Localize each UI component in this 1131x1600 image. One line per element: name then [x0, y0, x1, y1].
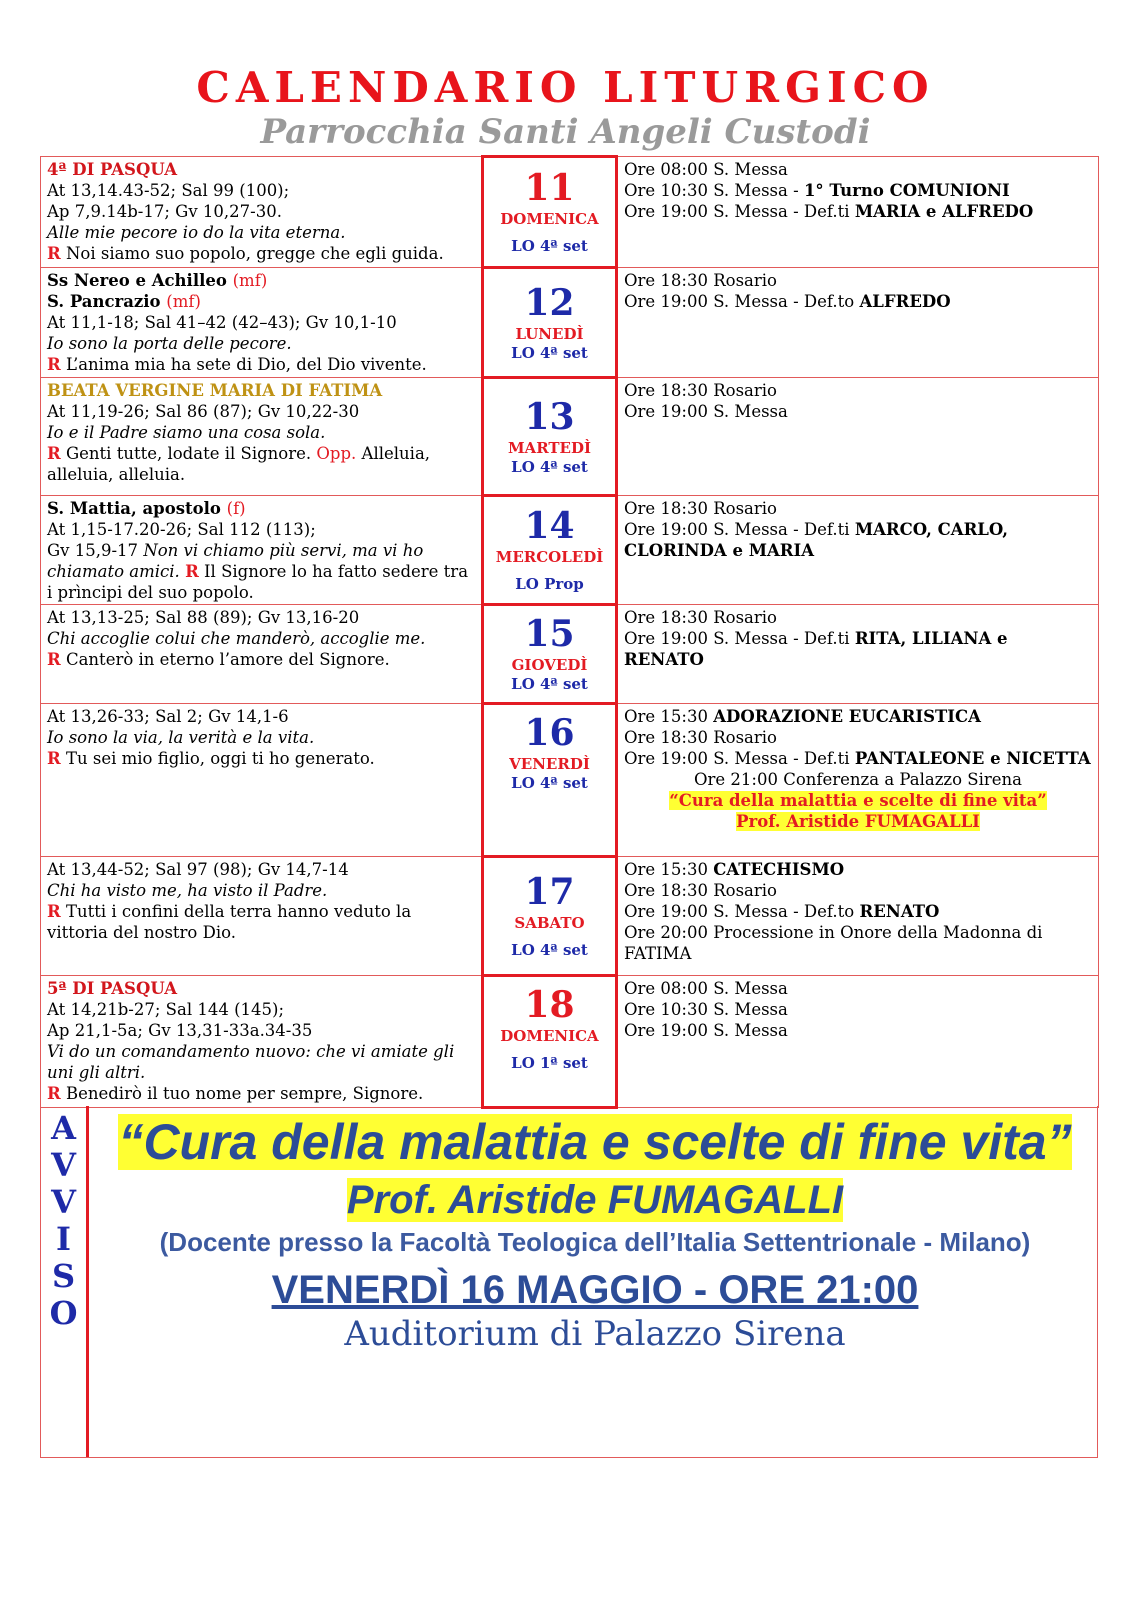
feast-title: S. Pancrazio [47, 292, 161, 311]
event-line: Ore 20:00 Processione in Onore della Madonna di FATIMA [624, 923, 1043, 963]
event-line: Ore 18:30 Rosario [624, 728, 777, 747]
event-line: Ore 18:30 Rosario [624, 271, 777, 290]
readings: Ap 21,1-5a; Gv 13,31-33a.34-35 [47, 1021, 313, 1040]
liturgy-cell [41, 496, 483, 605]
day-name: MARTEDÌ [507, 438, 592, 457]
psalm-response: Canterò in eterno l’amore del Signore. [65, 650, 390, 669]
event-line: Ore 19:00 S. Messa - Def.to [624, 902, 855, 921]
readings: At 13,26-33; Sal 2; Gv 14,1-6 [47, 707, 289, 726]
memorial-tag: (mf) [232, 271, 268, 290]
event-highlight: ADORAZIONE EUCARISTICA [713, 707, 981, 726]
event-line: Ore 19:00 S. Messa - Def.ti [624, 202, 850, 221]
calendar-row [41, 157, 1099, 268]
day-name: DOMENICA [500, 210, 599, 228]
notice-box [40, 1106, 1098, 1458]
notice-letter: I [56, 1220, 71, 1258]
antiphon: Alle mie pecore io do la vita eterna. [47, 223, 346, 242]
event-line: Ore 08:00 S. Messa [624, 160, 788, 179]
day-number: 16 [524, 712, 575, 754]
speaker-affiliation: (Docente presso la Facoltà Teologica dell’Italia Settentrionale - Milano) [159, 1227, 1031, 1257]
liturgy-cell [41, 704, 483, 857]
parish-subtitle: Parrocchia Santi Angeli Custodi [260, 112, 871, 152]
psalm-response: Benedirò il tuo nome per sempre, Signore. [65, 1084, 424, 1103]
response-marker: R [47, 749, 61, 768]
antiphon: Vi do un comandamento nuovo: che vi amiate gli uni gli altri. [47, 1042, 455, 1082]
calendar-row [41, 496, 1099, 605]
antiphon: Chi accoglie colui che manderò, accoglie me. [47, 629, 426, 648]
psalm-response: L’anima mia ha sete di Dio, del Dio vivente. [65, 355, 427, 374]
event-line: Ore 08:00 S. Messa [624, 979, 788, 998]
conference-datetime: VENERDÌ 16 MAGGIO - ORE 21:00 [271, 1268, 919, 1312]
readings: Ap 7,9.14b-17; Gv 10,27-30. [47, 202, 282, 221]
day-cell [483, 378, 617, 496]
optional-tag: Opp. [316, 444, 357, 463]
day-cell [483, 605, 617, 704]
liturgy-of-hours: LO Prop [515, 575, 584, 593]
day-name: DOMENICA [500, 1027, 599, 1045]
calendar-row [41, 976, 1099, 1108]
event-line: Ore 21:00 Conferenza a Palazzo Sirena [694, 770, 1022, 789]
antiphon: Io sono la porta delle pecore. [47, 334, 292, 353]
event-line: Ore 19:00 S. Messa [624, 402, 788, 421]
memorial-tag: (mf) [166, 292, 201, 311]
events-cell [617, 605, 1099, 704]
events-cell [617, 378, 1099, 496]
event-line: Ore 18:30 Rosario [624, 608, 777, 627]
liturgy-cell [41, 857, 483, 976]
psalm-response: Il Signore lo ha fatto sedere tra i prìncipi del suo popolo. [47, 562, 469, 602]
calendar-row [41, 268, 1099, 378]
psalm-response: Genti tutte, lodate il Signore. [65, 444, 312, 463]
feast-title: S. Mattia, apostolo [47, 499, 221, 518]
event-highlight: MARCO, CARLO, CLORINDA e MARIA [624, 520, 1009, 560]
event-line: Ore 15:30 [624, 860, 708, 879]
day-number: 18 [524, 984, 575, 1026]
notice-letter: A [51, 1109, 76, 1147]
liturgy-of-hours: LO 4ª set [511, 774, 588, 792]
liturgy-cell [41, 378, 483, 496]
event-highlight: RENATO [859, 902, 940, 921]
readings: At 11,1-18; Sal 41–42 (42–43); Gv 10,1-10 [47, 313, 397, 332]
readings: At 11,19-26; Sal 86 (87); Gv 10,22-30 [47, 402, 360, 421]
readings: At 13,44-52; Sal 97 (98); Gv 14,7-14 [47, 860, 349, 879]
event-highlight: RITA, LILIANA e RENATO [624, 629, 1008, 669]
event-highlight: MARIA e ALFREDO [854, 202, 1034, 221]
event-line: Ore 19:00 S. Messa - Def.ti [624, 749, 850, 768]
liturgy-of-hours: LO 4ª set [511, 675, 588, 693]
events-cell [617, 857, 1099, 976]
events-cell [617, 268, 1099, 378]
conference-title-large: “Cura della malattia e scelte di fine vita” [118, 1114, 1072, 1170]
events-cell [617, 704, 1099, 857]
notice-content [93, 1106, 1097, 1457]
notice-side-label [41, 1106, 89, 1457]
antiphon: Chi ha visto me, ha visto il Padre. [47, 881, 328, 900]
event-line: Ore 18:30 Rosario [624, 499, 777, 518]
event-line: Ore 18:30 Rosario [624, 381, 777, 400]
liturgy-of-hours: LO 4ª set [511, 343, 588, 362]
day-number: 15 [524, 613, 575, 655]
event-line: Ore 19:00 S. Messa - Def.ti [624, 629, 850, 648]
readings: At 13,14.43-52; Sal 99 (100); [47, 181, 290, 200]
notice-letter: V [51, 1183, 76, 1221]
events-cell [617, 496, 1099, 605]
event-line: Ore 10:30 S. Messa - [624, 181, 799, 200]
events-cell [617, 976, 1099, 1108]
psalm-response: Noi siamo suo popolo, gregge che egli guida. [65, 244, 444, 263]
feast-title: BEATA VERGINE MARIA DI FATIMA [47, 381, 383, 400]
liturgy-of-hours: LO 4ª set [511, 457, 588, 476]
calendar-row [41, 605, 1099, 704]
event-line: Ore 19:00 S. Messa - Def.to [624, 292, 855, 311]
response-marker: R [47, 650, 61, 669]
liturgy-of-hours: LO 4ª set [511, 237, 588, 255]
liturgy-cell [41, 157, 483, 268]
day-cell [483, 157, 617, 268]
response-marker: R [185, 562, 199, 581]
liturgy-cell [41, 605, 483, 704]
feast-title: 5ª DI PASQUA [47, 979, 178, 998]
notice-letter: V [51, 1146, 76, 1184]
calendar-row [41, 857, 1099, 976]
liturgy-of-hours: LO 4ª set [511, 941, 588, 959]
day-cell [483, 704, 617, 857]
day-number: 13 [524, 395, 575, 438]
response-marker: R [47, 902, 61, 921]
conference-speaker: Prof. Aristide FUMAGALLI [736, 812, 980, 831]
day-number: 17 [524, 871, 575, 913]
antiphon: Non vi chiamo più servi, ma vi ho chiamato amici. [47, 541, 424, 581]
conference-venue: Auditorium di Palazzo Sirena [344, 1314, 846, 1354]
psalm-response: Tutti i confini della terra hanno veduto la vittoria del nostro Dio. [47, 902, 412, 942]
event-line: Ore 19:00 S. Messa [624, 1021, 788, 1040]
response-marker: R [47, 355, 61, 374]
response-marker: R [47, 244, 61, 263]
liturgy-of-hours: LO 1ª set [511, 1054, 588, 1072]
day-name: LUNEDÌ [515, 324, 584, 343]
event-highlight: PANTALEONE e NICETTA [854, 749, 1091, 768]
feast-title: Ss Nereo e Achilleo [47, 271, 227, 290]
conference-title: “Cura della malattia e scelte di fine vita” [669, 791, 1047, 810]
response-marker: R [47, 1084, 61, 1103]
antiphon: Io e il Padre siamo una cosa sola. [47, 423, 326, 442]
day-cell [483, 268, 617, 378]
day-cell [483, 857, 617, 976]
calendar-row [41, 704, 1099, 857]
notice-letter: O [49, 1294, 78, 1332]
liturgical-calendar-table [40, 155, 1099, 1109]
day-number: 11 [524, 167, 575, 209]
readings: At 14,21b-27; Sal 144 (145); [47, 1000, 285, 1019]
feast-title: 4ª DI PASQUA [47, 160, 178, 179]
calendar-row [41, 378, 1099, 496]
event-highlight: ALFREDO [859, 292, 951, 311]
day-name: GIOVEDÌ [511, 656, 588, 674]
event-line: Ore 19:00 S. Messa - Def.ti [624, 520, 850, 539]
day-number: 14 [524, 505, 575, 547]
event-line: Ore 18:30 Rosario [624, 881, 777, 900]
day-name: SABATO [514, 914, 585, 932]
liturgy-cell [41, 268, 483, 378]
readings: Gv 15,9-17 [47, 541, 139, 560]
events-cell [617, 157, 1099, 268]
day-cell [483, 976, 617, 1108]
day-number: 12 [524, 281, 575, 324]
event-highlight: 1° Turno COMUNIONI [803, 181, 1010, 200]
event-line: Ore 15:30 [624, 707, 708, 726]
readings: At 1,15-17.20-26; Sal 112 (113); [47, 520, 316, 539]
day-name: MERCOLEDÌ [495, 548, 604, 566]
psalm-response-alt: Alleluia, alleluia, alleluia. [47, 444, 431, 484]
psalm-response: Tu sei mio figlio, oggi ti ho generato. [65, 749, 375, 768]
response-marker: R [47, 444, 61, 463]
day-name: VENERDÌ [509, 755, 590, 773]
day-cell [483, 496, 617, 605]
antiphon: Io sono la via, la verità e la vita. [47, 728, 315, 747]
feast-tag: (f) [226, 499, 246, 518]
event-highlight: CATECHISMO [713, 860, 845, 879]
conference-speaker-large: Prof. Aristide FUMAGALLI [346, 1178, 844, 1222]
notice-letter: S [51, 1257, 76, 1295]
page-title: CALENDARIO LITURGICO [196, 63, 935, 112]
readings: At 13,13-25; Sal 88 (89); Gv 13,16-20 [47, 608, 360, 627]
liturgy-cell [41, 976, 483, 1108]
event-line: Ore 10:30 S. Messa [624, 1000, 788, 1019]
